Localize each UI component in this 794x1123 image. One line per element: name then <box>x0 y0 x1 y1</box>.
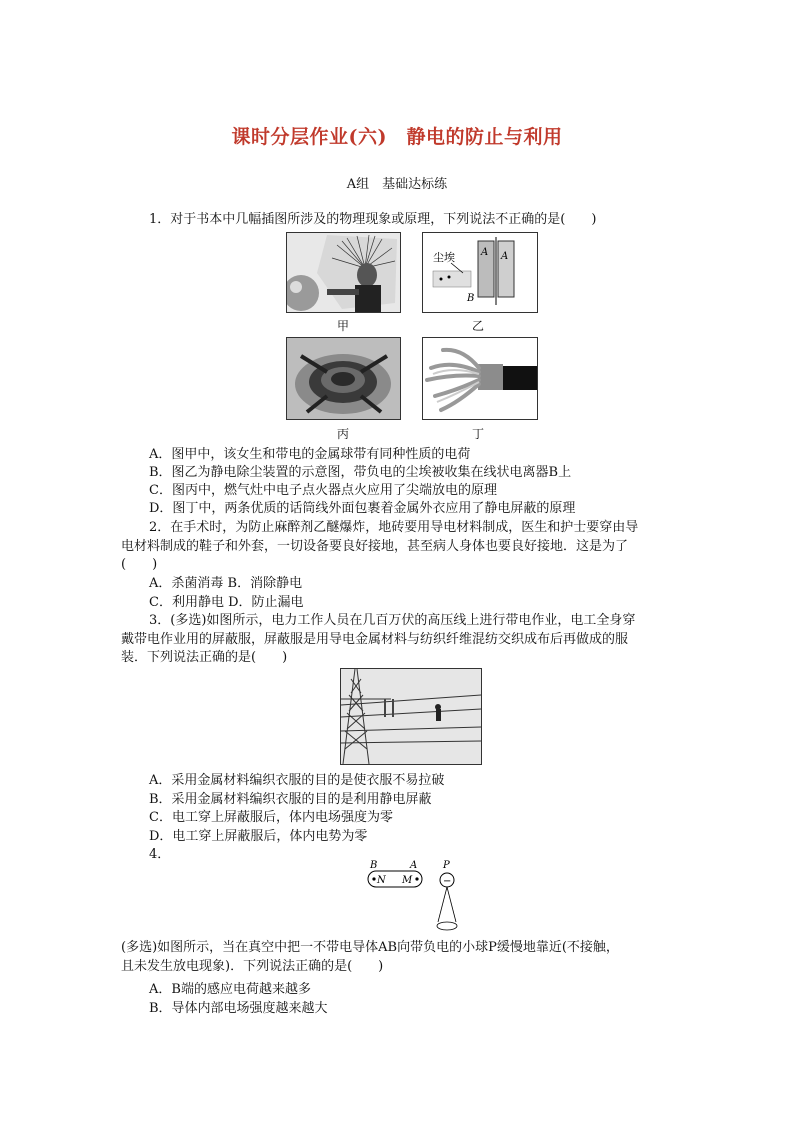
figure-yi-image <box>423 233 537 312</box>
figure-jia-label: 甲 <box>336 319 349 333</box>
figure-yi-dust-label: 尘埃 <box>433 251 455 264</box>
figure-bing-label: 丙 <box>336 427 349 441</box>
q1-stem: 1．对于书本中几幅插图所涉及的物理现象或原理，下列说法不正确的是( ) <box>149 212 597 227</box>
q3-option-b: B．采用金属材料编织衣服的目的是利用静电屏蔽 <box>149 792 432 807</box>
q1-option-d: D．图丁中，两条优质的话筒线外面包裹着金属外衣应用了静电屏蔽的原理 <box>149 501 576 516</box>
q2-stem-line-2: 电材料制成的鞋子和外套，一切设备要良好接地，甚至病人身体也要良好接地．这是为了 <box>121 539 629 554</box>
q3-option-c: C．电工穿上屏蔽服后，体内电场强度为零 <box>149 810 393 825</box>
q2-stem-line-3: ( ) <box>121 557 158 572</box>
figure-ding-label: 丁 <box>471 427 484 441</box>
q4-stem-line-2: 且未发生放电现象)．下列说法正确的是( ) <box>121 959 384 974</box>
q3-stem-line-2: 戴带电作业用的屏蔽服，屏蔽服是用导电金属材料与纺织纤维混纺交织成布后再做成的服 <box>121 632 629 647</box>
figure-power-line-image <box>341 669 481 764</box>
page-title: 课时分层作业(六) 静电的防止与利用 <box>231 126 563 148</box>
figure-label-m: M <box>402 875 413 886</box>
figure-label-a: A <box>410 860 418 871</box>
figure-yi-label: 乙 <box>471 319 484 333</box>
q3-stem-line-1: 3．(多选)如图所示，电力工作人员在几百万伏的高压线上进行带电作业，电工全身穿 <box>149 613 636 628</box>
figure-yi-a1: A <box>481 247 489 258</box>
figure-bing-image <box>287 338 400 419</box>
q3-stem-line-3: 装．下列说法正确的是( ) <box>121 650 288 665</box>
q4-option-b: B．导体内部电场强度越来越大 <box>149 1001 328 1016</box>
q4-number: 4． <box>149 847 171 862</box>
figure-yi <box>422 232 538 313</box>
figure-conductor-ball-image <box>360 858 470 938</box>
figure-ding <box>422 337 538 420</box>
q4-stem-line-1: (多选)如图所示，当在真空中把一不带电导体AB向带负电的小球P缓慢地靠近(不接触， <box>121 940 619 955</box>
figure-label-b: B <box>370 860 378 871</box>
section-heading: A组 基础达标练 <box>346 177 448 192</box>
q3-option-d: D．电工穿上屏蔽服后，体内电势为零 <box>149 829 368 844</box>
figure-yi-a2: A <box>501 251 509 262</box>
figure-power-line <box>340 668 482 765</box>
q1-option-b: B．图乙为静电除尘装置的示意图，带负电的尘埃被收集在线状电离器B上 <box>149 465 572 480</box>
figure-label-n: N <box>377 875 386 886</box>
q2-options-ab: A．杀菌消毒 B．消除静电 <box>149 576 303 591</box>
q1-option-c: C．图丙中，燃气灶中电子点火器点火应用了尖端放电的原理 <box>149 483 497 498</box>
q2-stem-line-1: 2．在手术时，为防止麻醉剂乙醚爆炸，地砖要用导电材料制成，医生和护士要穿由导 <box>149 520 639 535</box>
figure-bing <box>286 337 401 420</box>
figure-label-p: P <box>443 860 450 871</box>
figure-ding-image <box>423 338 537 419</box>
q1-option-a: A．图甲中，该女生和带电的金属球带有同种性质的电荷 <box>149 447 471 462</box>
figure-jia <box>286 232 401 313</box>
figure-conductor-ball <box>360 858 470 938</box>
q2-options-cd: C．利用静电 D．防止漏电 <box>149 595 304 610</box>
q3-option-a: A．采用金属材料编织衣服的目的是使衣服不易拉破 <box>149 773 445 788</box>
q4-option-a: A．B端的感应电荷越来越多 <box>149 982 311 997</box>
figure-jia-image <box>287 233 400 312</box>
figure-ball-charge: − <box>443 876 452 887</box>
figure-yi-b: B <box>467 293 475 304</box>
